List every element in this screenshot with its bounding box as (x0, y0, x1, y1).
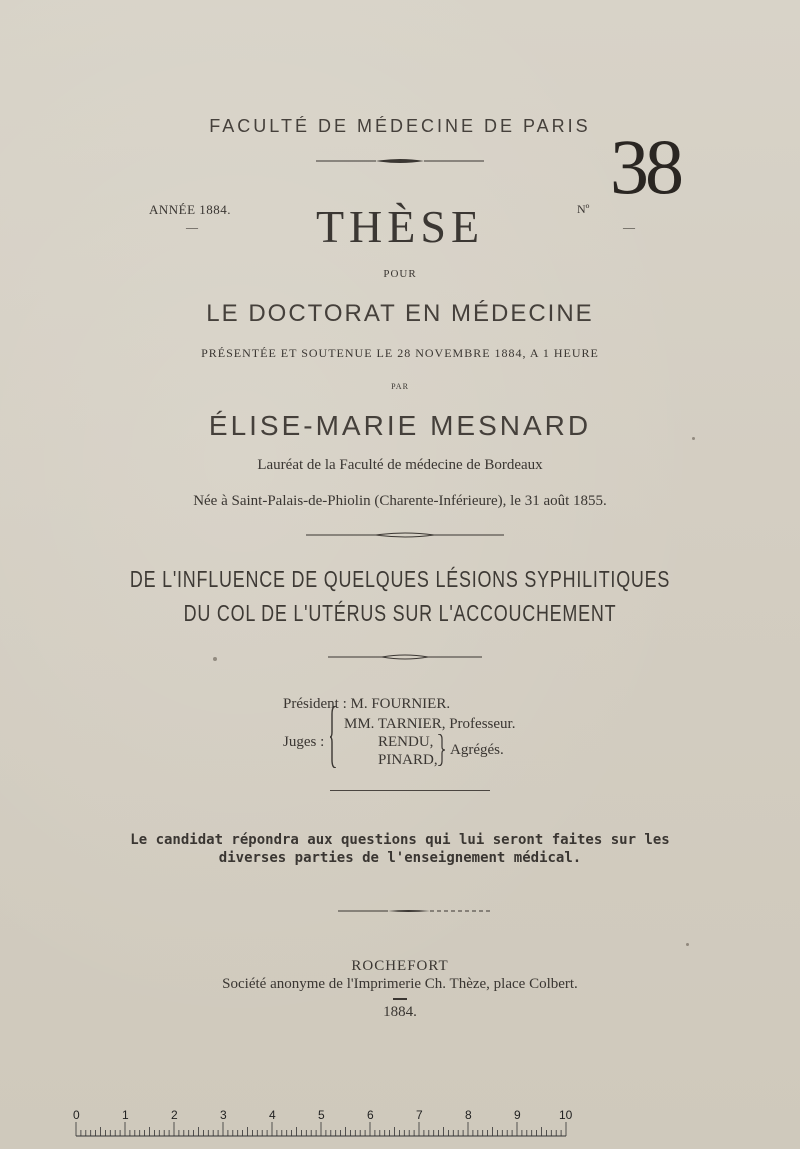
jury-brace (330, 706, 340, 768)
candidate-notice-line-2: diverses parties de l'enseignement médical. (218, 850, 582, 866)
jury-label: Juges : (283, 734, 325, 750)
thesis-number: 38 (610, 123, 680, 210)
defense-date: PRÉSENTÉE ET SOUTENUE LE 28 NOVEMBRE 1884, A 1 HEURE (201, 346, 599, 360)
ornament-rule-mid (306, 532, 504, 538)
jury-rendu: RENDU, (378, 734, 434, 750)
jury-pinard: PINARD, (378, 752, 438, 768)
paper-spot (686, 943, 689, 946)
pour-label: POUR (383, 268, 417, 280)
par-label: PAR (391, 382, 409, 391)
jury-tarnier: MM. TARNIER, Professeur. (344, 716, 516, 732)
these-title: THÈSE (315, 201, 485, 252)
rule-low (330, 790, 490, 791)
ruler-label: 2 (171, 1108, 178, 1122)
scale-ruler (72, 1108, 572, 1138)
paper-spot (692, 437, 695, 440)
year-label: ANNÉE 1884. (149, 202, 232, 217)
ruler-label: 7 (416, 1108, 423, 1122)
agreges-brace (436, 734, 446, 766)
jury-agreges: Agrégés. (450, 742, 504, 758)
ruler-label: 9 (514, 1108, 521, 1122)
jury-president: Président : M. FOURNIER. (283, 696, 451, 712)
number-label: Nº (577, 202, 590, 216)
imprint-rule (393, 998, 407, 1000)
ruler-label: 1 (122, 1108, 129, 1122)
year-dash: — (186, 220, 198, 234)
thesis-title-line-2: DU COL DE L'UTÉRUS SUR L'ACCOUCHEMENT (183, 600, 617, 626)
author-birth: Née à Saint-Palais-de-Phiolin (Charente-Inférieure), le 31 août 1855. (193, 493, 607, 509)
thesis-title-line-1: DE L'INFLUENCE DE QUELQUES LÉSIONS SYPHILITIQUES (129, 566, 671, 592)
ruler-label: 5 (318, 1108, 325, 1122)
ruler-label: 3 (220, 1108, 227, 1122)
paper-spot (213, 657, 217, 661)
ruler-label: 8 (465, 1108, 472, 1122)
ruler-label: 4 (269, 1108, 276, 1122)
author-name: ÉLISE-MARIE MESNARD (208, 410, 592, 441)
doctorat-heading: LE DOCTORAT EN MÉDECINE (206, 300, 594, 327)
candidate-notice-line-1: Le candidat répondra aux questions qui lui seront faites sur les (130, 832, 670, 848)
ruler-ticks (72, 1108, 572, 1138)
ruler-label: 6 (367, 1108, 374, 1122)
ruler-label: 0 (73, 1108, 80, 1122)
imprint-year: 1884. (383, 1004, 417, 1020)
ornament-rule-low (338, 908, 490, 914)
ornament-rule-mid-2 (328, 654, 482, 660)
ruler-label: 10 (559, 1108, 573, 1122)
imprint-printer: Société anonyme de l'Imprimerie Ch. Thèze, place Colbert. (222, 976, 578, 992)
author-laureate: Lauréat de la Faculté de médecine de Bordeaux (257, 457, 543, 473)
ornament-rule-top (316, 158, 484, 164)
imprint-city: ROCHEFORT (351, 958, 449, 974)
faculty-heading: FACULTÉ DE MÉDECINE DE PARIS (209, 116, 591, 136)
number-dash: — (623, 220, 635, 234)
